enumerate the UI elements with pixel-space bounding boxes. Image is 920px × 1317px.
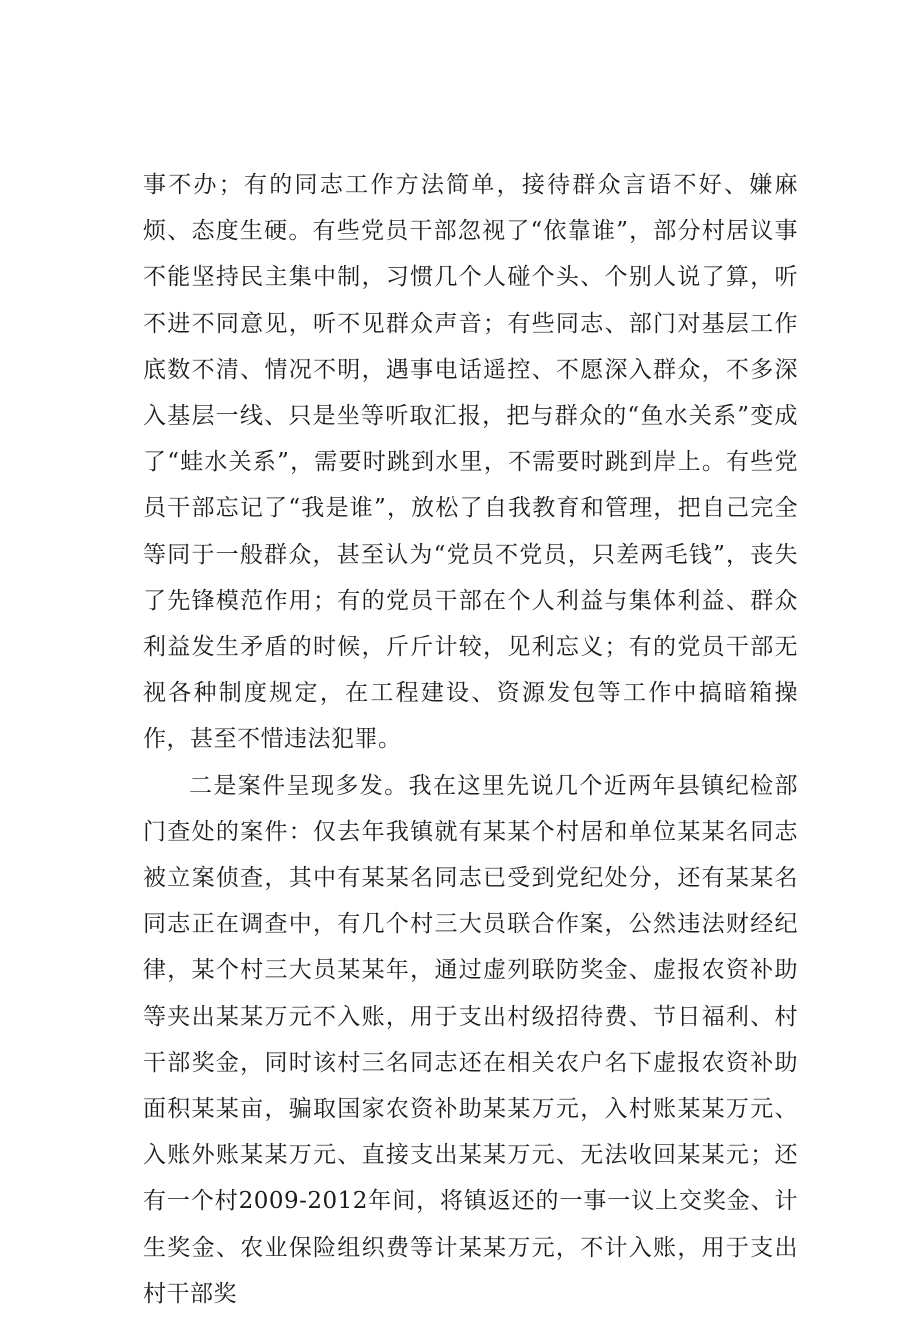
paragraph-continuation: 事不办；有的同志工作方法简单，接待群众言语不好、嫌麻烦、态度生硬。有些党员干部忽视了“依靠谁”，部分村居议事不能坚持民主集中制，习惯几个人碰个头、个别人说了算，听不进不同意见，听不见群众声音；有些同志、部门对基层工作底数不清、情况不明，遇事电话遥控、不愿深入群众，不多深入基层一线、只是坐等听取汇报，把与群众的“鱼水关系”变成了“蛙水关系”，需要时跳到水里，不需要时跳到岸上。有些党员干部忘记了“我是谁”，放松了自我教育和管理，把自己完全等同于一般群众，甚至认为“党员不党员，只差两毛钱”，丧失了先锋模范作用；有的党员干部在个人利益与集体利益、群众利益发生矛盾的时候，斤斤计较，见利忘义；有的党员干部无视各种制度规定，在工程建设、资源发包等工作中搞暗箱操作，甚至不惜违法犯罪。 (143, 172, 798, 753)
document-body (143, 162, 798, 1317)
paragraph-cases: 二是案件呈现多发。我在这里先说几个近两年县镇纪检部门查处的案件：仅去年我镇就有某某个村居和单位某某名同志被立案侦查，其中有某某名同志已受到党纪处分，还有某某名同志正在调查中，有几个村三大员联合作案，公然违法财经纪律，某个村三大员某某年，通过虚列联防奖金、虚报农资补助等夹出某某万元不入账，用于支出村级招待费、节日福利、村干部奖金，同时该村三名同志还在相关农户名下虚报农资补助面积某某亩，骗取国家农资补助某某万元，入村账某某万元、入账外账某某万元、直接支出某某万元、无法收回某某元；还有一个村2009-2012年间，将镇返还的一事一议上交奖金、计生奖金、农业保险组织费等计某某万元，不计入账，用于支出村干部奖 (143, 772, 798, 1307)
